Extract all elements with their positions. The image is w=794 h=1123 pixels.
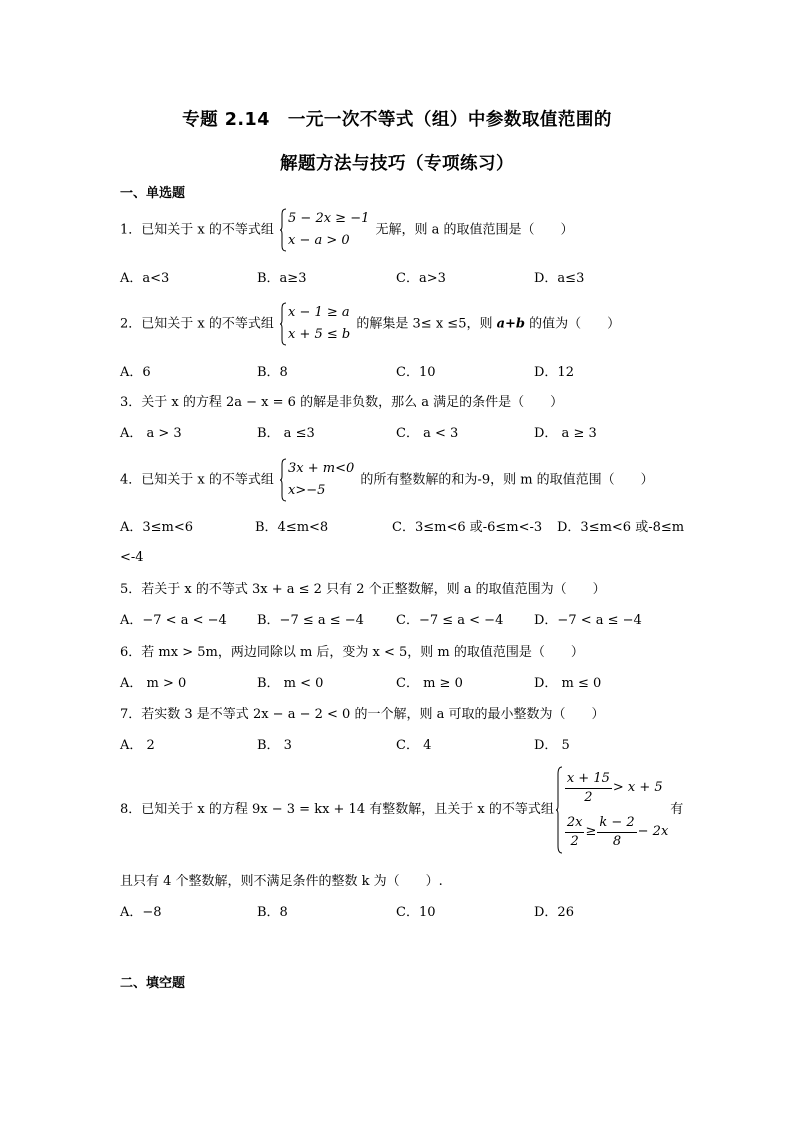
question-1-inequality-2: x − a > 0 [288,233,350,248]
option-c[interactable]: C．10 [396,365,436,380]
option-b[interactable]: B． m < 0 [257,676,324,691]
question-2-system [280,302,350,346]
option-d[interactable]: D． 5 [534,738,570,753]
question-4-option-d-continued: <-4 [120,550,144,565]
inequality-sign: ≥ [585,824,597,839]
fraction-denominator: 2 [584,789,593,805]
option-a[interactable]: A．a<3 [120,271,170,286]
option-b[interactable]: B．8 [257,905,288,920]
question-6-options [120,675,680,693]
question-8-inequality-2 [564,810,668,854]
brace-icon [280,302,287,346]
fraction-numerator: k − 2 [597,814,636,833]
question-2-inequality-1: x − 1 ≥ a [288,305,350,320]
option-b[interactable]: B． a ≤3 [257,426,315,441]
question-8-inequality-1 [564,766,668,810]
option-a[interactable]: A．3≤m<6 [120,520,194,535]
option-a[interactable]: A．−8 [120,905,162,920]
brace-icon [280,208,287,252]
question-8-options [120,904,680,922]
fraction-denominator: 2 [570,833,579,849]
question-8-continued: 且只有 4 个整数解，则不满足条件的整数 k 为（ ）. [120,874,443,889]
question-2-a-plus-b: a+b [496,316,526,332]
fraction-numerator: 2x [565,814,585,833]
option-c[interactable]: C． a < 3 [396,426,459,441]
title-line-2: 解题方法与技巧（专项练习） [280,154,514,174]
question-6: 6．若 mx > 5m，两边同除以 m 后，变为 x < 5，则 m 的取值范围是（ ） [120,645,584,660]
option-b[interactable]: B． 3 [257,738,292,753]
option-c[interactable]: C．a>3 [396,271,446,286]
option-b[interactable]: B．a≥3 [257,271,307,286]
option-a[interactable]: A．6 [120,365,151,380]
question-1-pre: 1．已知关于 x 的不等式组 [120,222,274,238]
option-a[interactable]: A．−7 < a < −4 [120,613,227,628]
question-2-mid: 的解集是 3≤ x ≤5，则 [356,316,493,332]
option-d[interactable]: D．−7 < a ≤ −4 [534,613,642,628]
question-1-post: 无解，则 a 的取值范围是（ ） [375,222,574,238]
fraction [597,814,636,851]
option-d[interactable]: D．26 [534,905,574,920]
fraction [565,770,612,807]
option-c[interactable]: C． m ≥ 0 [396,676,463,691]
question-7-options [120,737,680,755]
inequality-rest: − 2x [637,824,669,839]
option-d[interactable]: D．12 [534,365,574,380]
option-d[interactable]: D． a ≥ 3 [534,426,597,441]
question-8-system [556,766,668,854]
title-line-1: 专题 2.14 一元一次不等式（组）中参数取值范围的 [182,110,612,130]
question-8-post: 有 [670,802,684,817]
option-a[interactable]: A． m > 0 [120,676,187,691]
question-4 [120,458,654,502]
option-b[interactable]: B．−7 ≤ a ≤ −4 [257,613,364,628]
question-4-options [120,519,685,537]
option-c[interactable]: C．3≤m<6 或-6≤m<-3 [392,520,543,535]
question-1-inequality-1: 5 − 2x ≥ −1 [288,211,370,226]
fraction-numerator: x + 15 [565,770,612,789]
brace-icon [280,458,287,502]
section-fill-in: 二、填空题 [120,976,186,991]
question-7: 7．若实数 3 是不等式 2x − a − 2 < 0 的一个解，则 a 可取的最小整数为（ ） [120,707,605,722]
fraction [565,814,585,851]
question-2 [120,302,620,346]
question-4-post: 的所有整数解的和为-9，则 m 的取值范围（ ） [360,472,654,488]
fraction-denominator: 8 [612,833,622,849]
question-3-options [120,425,680,443]
question-8-pre: 8．已知关于 x 的方程 9x − 3 = kx + 14 有整数解，且关于 x 的不等式组 [120,802,554,817]
question-1-system [280,208,369,252]
brace-icon [556,766,563,854]
question-8 [120,766,683,854]
question-2-post: 的值为（ ） [529,316,621,332]
question-5-options [120,612,680,630]
question-2-options [120,364,680,382]
option-d[interactable]: D．3≤m<6 或-8≤m [557,520,685,535]
question-4-inequality-2: x>−5 [288,483,326,498]
option-c[interactable]: C．−7 ≤ a < −4 [396,613,504,628]
question-3: 3．关于 x 的方程 2a − x = 6 的解是非负数，那么 a 满足的条件是（ ） [120,395,564,410]
question-1-options [120,270,680,288]
option-d[interactable]: D．a≤3 [534,271,585,286]
question-4-inequality-1: 3x + m<0 [288,461,355,476]
option-b[interactable]: B．4≤m<8 [255,520,329,535]
question-2-pre: 2．已知关于 x 的不等式组 [120,316,274,332]
inequality-rest: > x + 5 [612,780,663,795]
option-d[interactable]: D． m ≤ 0 [534,676,602,691]
option-b[interactable]: B．8 [257,365,288,380]
option-a[interactable]: A． a > 3 [120,426,182,441]
question-5: 5．若关于 x 的不等式 3x + a ≤ 2 只有 2 个正整数解，则 a 的取值范围为（ ） [120,582,606,597]
section-single-choice: 一、单选题 [120,186,186,201]
question-4-pre: 4．已知关于 x 的不等式组 [120,472,274,488]
option-a[interactable]: A． 2 [120,738,155,753]
question-1 [120,208,574,252]
question-4-system [280,458,354,502]
option-c[interactable]: C． 4 [396,738,432,753]
option-c[interactable]: C．10 [396,905,436,920]
question-2-inequality-2: x + 5 ≤ b [288,327,351,342]
